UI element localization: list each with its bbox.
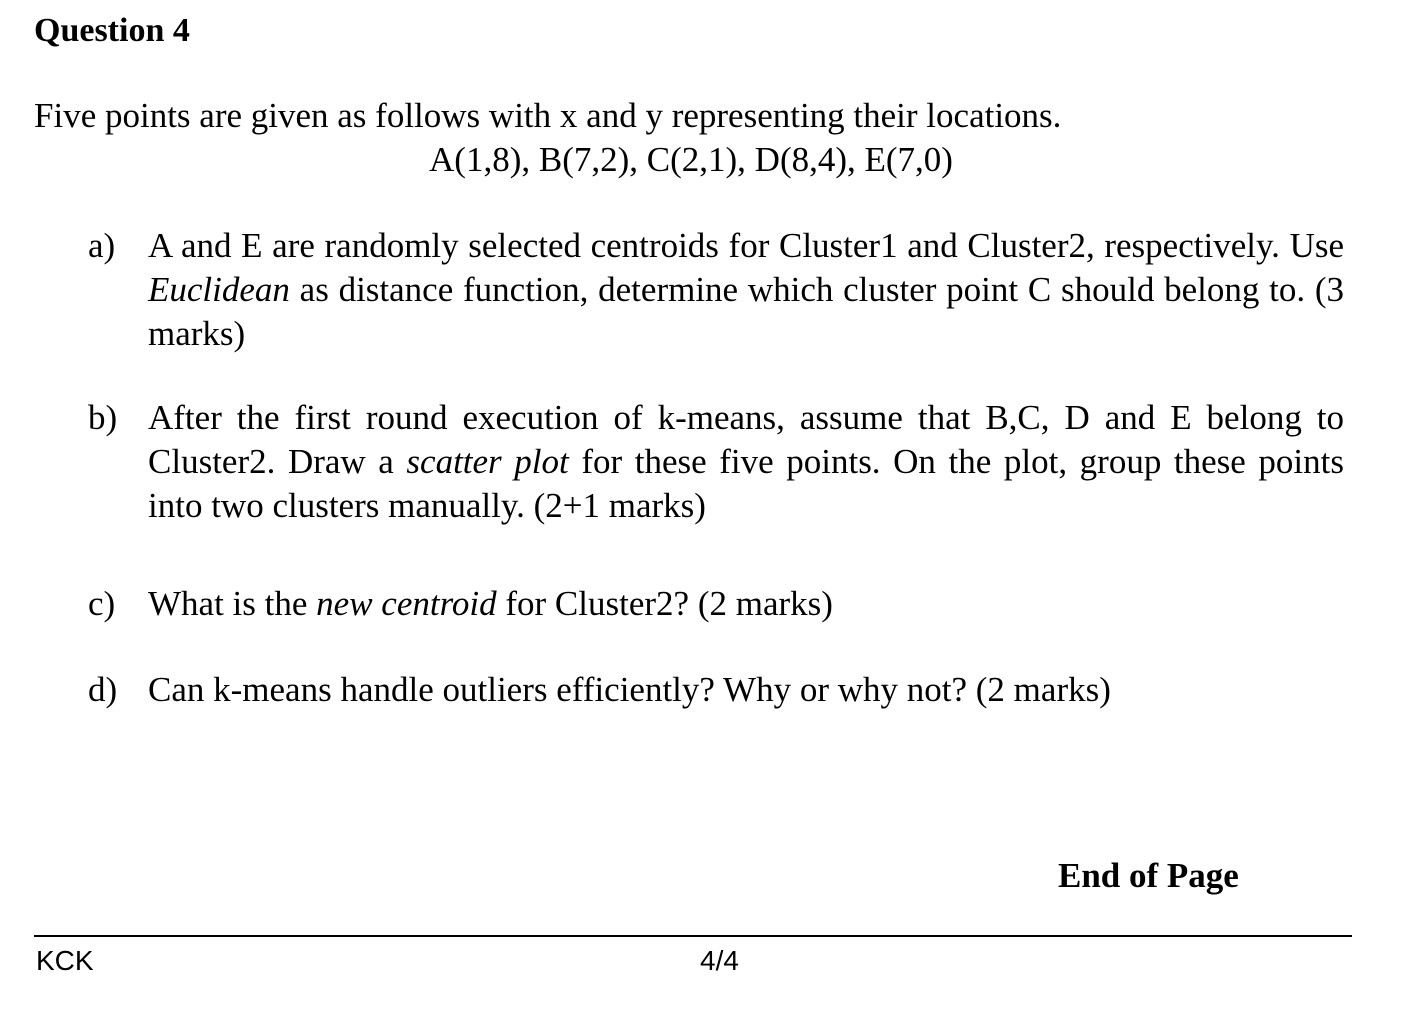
part-d-marker: d) [88, 670, 118, 709]
part-a-text [148, 224, 1344, 356]
question-intro: Five points are given as follows with x and y representing their locations. [34, 96, 1062, 135]
part-c-marker: c) [88, 584, 116, 623]
part-b-text-1: After the first round execution of k-means, assume that B,C, D and E belong to Cluster2. Draw a [148, 398, 1344, 481]
part-d-text [148, 668, 1344, 712]
part-b-marker: b) [88, 398, 118, 437]
question-title: Question 4 [34, 12, 190, 49]
part-a-text-3: as distance function, determine which cluster point C should belong to. (3 marks) [148, 270, 1344, 353]
end-of-page-label: End of Page [1058, 856, 1239, 895]
question-part-d [88, 668, 1344, 712]
part-c-text-3: for Cluster2? (2 marks) [496, 584, 833, 623]
part-d-text-1: Can k-means handle outliers efficiently? Why or why not? (2 marks) [148, 670, 1111, 709]
question-part-c [88, 582, 1344, 626]
part-a-marker: a) [88, 226, 116, 265]
part-a-text-2: Euclidean [148, 270, 290, 309]
part-b-text-2: scatter plot [406, 442, 569, 481]
footer-divider [34, 935, 1352, 937]
page-number: 4/4 [700, 945, 739, 976]
part-b-text [148, 396, 1344, 528]
part-c-text [148, 582, 1344, 626]
points-list: A(1,8), B(7,2), C(2,1), D(8,4), E(7,0) [429, 140, 953, 179]
part-c-text-2: new centroid [316, 584, 497, 623]
question-part-b [88, 396, 1344, 528]
part-c-text-1: What is the [148, 584, 317, 623]
question-part-a [88, 224, 1344, 356]
part-b-text-3: for these five points. On the plot, group these points into two clusters manually. (2+1 marks) [148, 442, 1344, 525]
footer-initials: KCK [36, 945, 94, 976]
part-a-text-1: A and E are randomly selected centroids for Cluster1 and Cluster2, respectively. Use [148, 226, 1344, 265]
